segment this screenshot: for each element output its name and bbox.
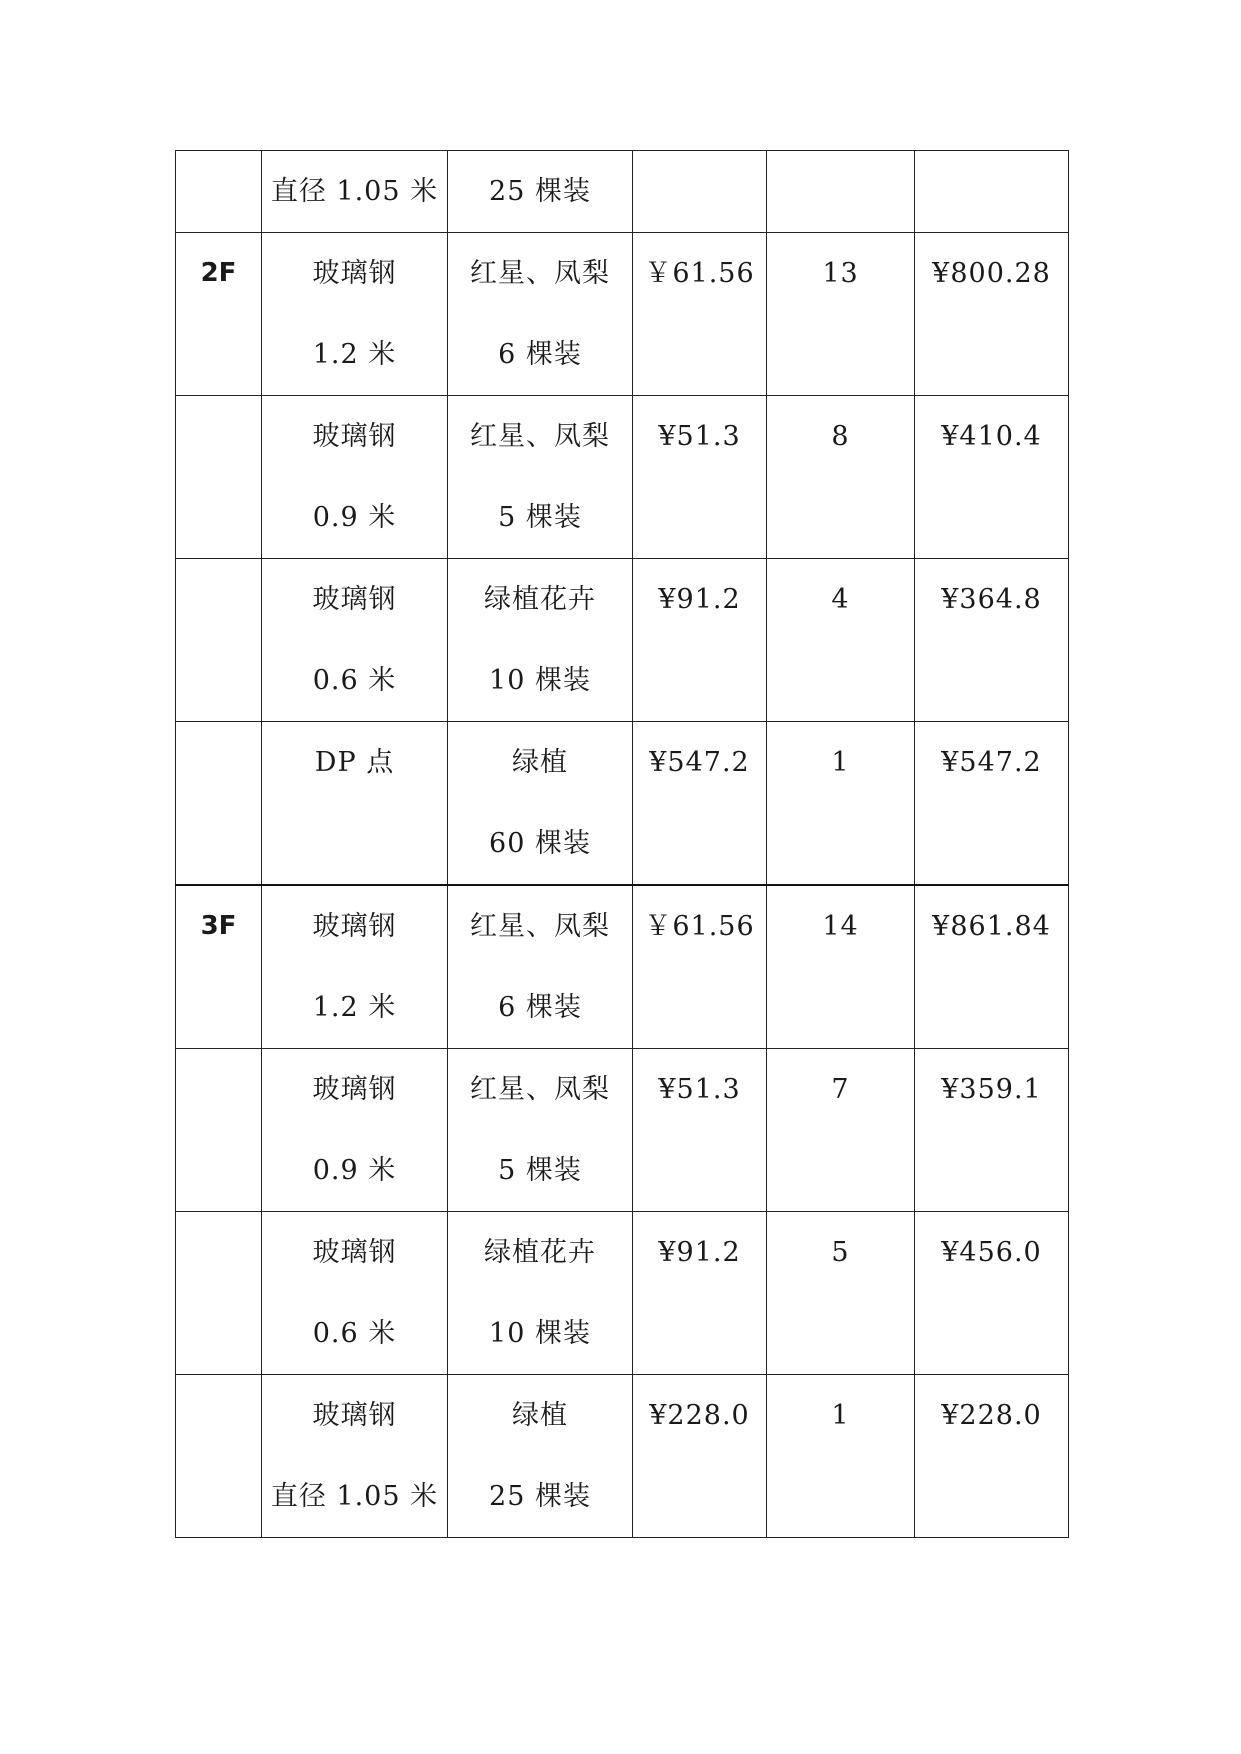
floor-cell — [176, 233, 262, 396]
quantity-cell — [767, 1375, 915, 1538]
quantity: 8 — [831, 421, 850, 452]
quantity: 14 — [822, 911, 859, 942]
plant-cell — [448, 885, 633, 1049]
quantity-cell — [767, 396, 915, 559]
floor-cell — [176, 396, 262, 559]
spec-material: 玻璃钢 — [312, 911, 397, 942]
unit-price: ￥61.56 — [644, 911, 755, 942]
quantity: 1 — [831, 1400, 850, 1431]
floor-label: 3F — [200, 911, 237, 941]
floor-cell — [176, 1375, 262, 1538]
spec-material: 玻璃钢 — [312, 1400, 397, 1431]
total-price: ¥800.28 — [932, 258, 1051, 289]
total-price: ¥410.4 — [941, 421, 1042, 452]
spec-size — [262, 803, 447, 884]
floor-cell — [176, 885, 262, 1049]
unit-price: ¥228.0 — [649, 1400, 750, 1431]
plant-count: 60 棵装 — [489, 828, 591, 859]
price-table — [175, 150, 1069, 1538]
spec-cell — [262, 722, 448, 886]
plant-count: 10 棵装 — [489, 1318, 591, 1349]
plant-cell — [448, 559, 633, 722]
spec-size: 0.6 米 — [312, 665, 397, 696]
plant-text: 25 棵装 — [489, 176, 591, 207]
floor-cell — [176, 151, 262, 233]
plant-type: 红星、凤梨 — [470, 421, 610, 452]
unit-price: ¥51.3 — [658, 1074, 741, 1105]
spec-cell — [262, 1375, 448, 1538]
floor-cell — [176, 722, 262, 886]
table-row — [176, 1375, 1069, 1538]
spec-material: DP 点 — [314, 747, 395, 778]
total-cell — [915, 151, 1069, 233]
total-price: ¥364.8 — [941, 584, 1042, 615]
unit-price: ¥51.3 — [658, 421, 741, 452]
spec-material: 玻璃钢 — [312, 584, 397, 615]
table-row — [176, 233, 1069, 396]
spec-material: 玻璃钢 — [312, 1237, 397, 1268]
plant-count: 25 棵装 — [489, 1481, 591, 1512]
plant-type: 绿植 — [512, 1400, 568, 1431]
plant-cell — [448, 396, 633, 559]
spec-cell — [262, 233, 448, 396]
plant-count: 10 棵装 — [489, 665, 591, 696]
spec-material: 玻璃钢 — [312, 421, 397, 452]
spec-size: 直径 1.05 米 — [270, 1481, 439, 1512]
floor-label: 2F — [200, 258, 237, 288]
total-cell — [915, 1212, 1069, 1375]
spec-material: 玻璃钢 — [312, 1074, 397, 1105]
quantity-cell — [767, 559, 915, 722]
plant-cell — [448, 1375, 633, 1538]
plant-type: 绿植花卉 — [484, 1237, 596, 1268]
table-row — [176, 722, 1069, 886]
total-price: ¥228.0 — [941, 1400, 1042, 1431]
spec-size: 1.2 米 — [312, 339, 397, 370]
total-price: ¥359.1 — [941, 1074, 1042, 1105]
total-cell — [915, 559, 1069, 722]
table-row — [176, 1212, 1069, 1375]
spec-cell — [262, 1212, 448, 1375]
plant-count: 5 棵装 — [498, 502, 582, 533]
plant-cell — [448, 1049, 633, 1212]
total-cell — [915, 396, 1069, 559]
plant-type: 红星、凤梨 — [470, 258, 610, 289]
table-row — [176, 396, 1069, 559]
quantity-cell — [767, 722, 915, 886]
spec-size: 0.6 米 — [312, 1318, 397, 1349]
unit-price-cell — [633, 1049, 767, 1212]
quantity-cell — [767, 233, 915, 396]
spec-cell — [262, 151, 448, 233]
total-cell — [915, 1375, 1069, 1538]
unit-price-cell — [633, 151, 767, 233]
spec-cell — [262, 396, 448, 559]
quantity: 13 — [822, 258, 859, 289]
spec-text: 直径 1.05 米 — [270, 176, 439, 207]
quantity: 1 — [831, 747, 850, 778]
unit-price-cell — [633, 722, 767, 886]
unit-price: ￥61.56 — [644, 258, 755, 289]
quantity: 7 — [831, 1074, 850, 1105]
total-price: ¥456.0 — [941, 1237, 1042, 1268]
floor-cell — [176, 1212, 262, 1375]
total-price: ¥861.84 — [932, 911, 1051, 942]
unit-price: ¥91.2 — [658, 1237, 741, 1268]
total-cell — [915, 233, 1069, 396]
unit-price-cell — [633, 559, 767, 722]
plant-count: 6 棵装 — [498, 992, 582, 1023]
unit-price-cell — [633, 233, 767, 396]
spec-cell — [262, 1049, 448, 1212]
quantity-cell — [767, 885, 915, 1049]
spec-material: 玻璃钢 — [312, 258, 397, 289]
unit-price-cell — [633, 396, 767, 559]
spec-cell — [262, 885, 448, 1049]
total-cell — [915, 885, 1069, 1049]
plant-type: 红星、凤梨 — [470, 911, 610, 942]
floor-cell — [176, 1049, 262, 1212]
quantity-cell — [767, 151, 915, 233]
quantity-cell — [767, 1049, 915, 1212]
plant-cell — [448, 1212, 633, 1375]
total-cell — [915, 722, 1069, 886]
total-cell — [915, 1049, 1069, 1212]
plant-cell — [448, 151, 633, 233]
plant-count: 5 棵装 — [498, 1155, 582, 1186]
total-price: ¥547.2 — [941, 747, 1042, 778]
table-row — [176, 1049, 1069, 1212]
unit-price: ¥547.2 — [649, 747, 750, 778]
spec-size: 0.9 米 — [312, 1155, 397, 1186]
quantity-cell — [767, 1212, 915, 1375]
spec-size: 0.9 米 — [312, 502, 397, 533]
unit-price: ¥91.2 — [658, 584, 741, 615]
table-row — [176, 885, 1069, 1049]
plant-cell — [448, 722, 633, 886]
table-row — [176, 151, 1069, 233]
unit-price-cell — [633, 1212, 767, 1375]
plant-type: 绿植 — [512, 747, 568, 778]
unit-price-cell — [633, 885, 767, 1049]
spec-size: 1.2 米 — [312, 992, 397, 1023]
table-row — [176, 559, 1069, 722]
plant-cell — [448, 233, 633, 396]
floor-cell — [176, 559, 262, 722]
spec-cell — [262, 559, 448, 722]
plant-type: 绿植花卉 — [484, 584, 596, 615]
quantity: 5 — [831, 1237, 850, 1268]
quantity: 4 — [831, 584, 850, 615]
unit-price-cell — [633, 1375, 767, 1538]
plant-type: 红星、凤梨 — [470, 1074, 610, 1105]
plant-count: 6 棵装 — [498, 339, 582, 370]
